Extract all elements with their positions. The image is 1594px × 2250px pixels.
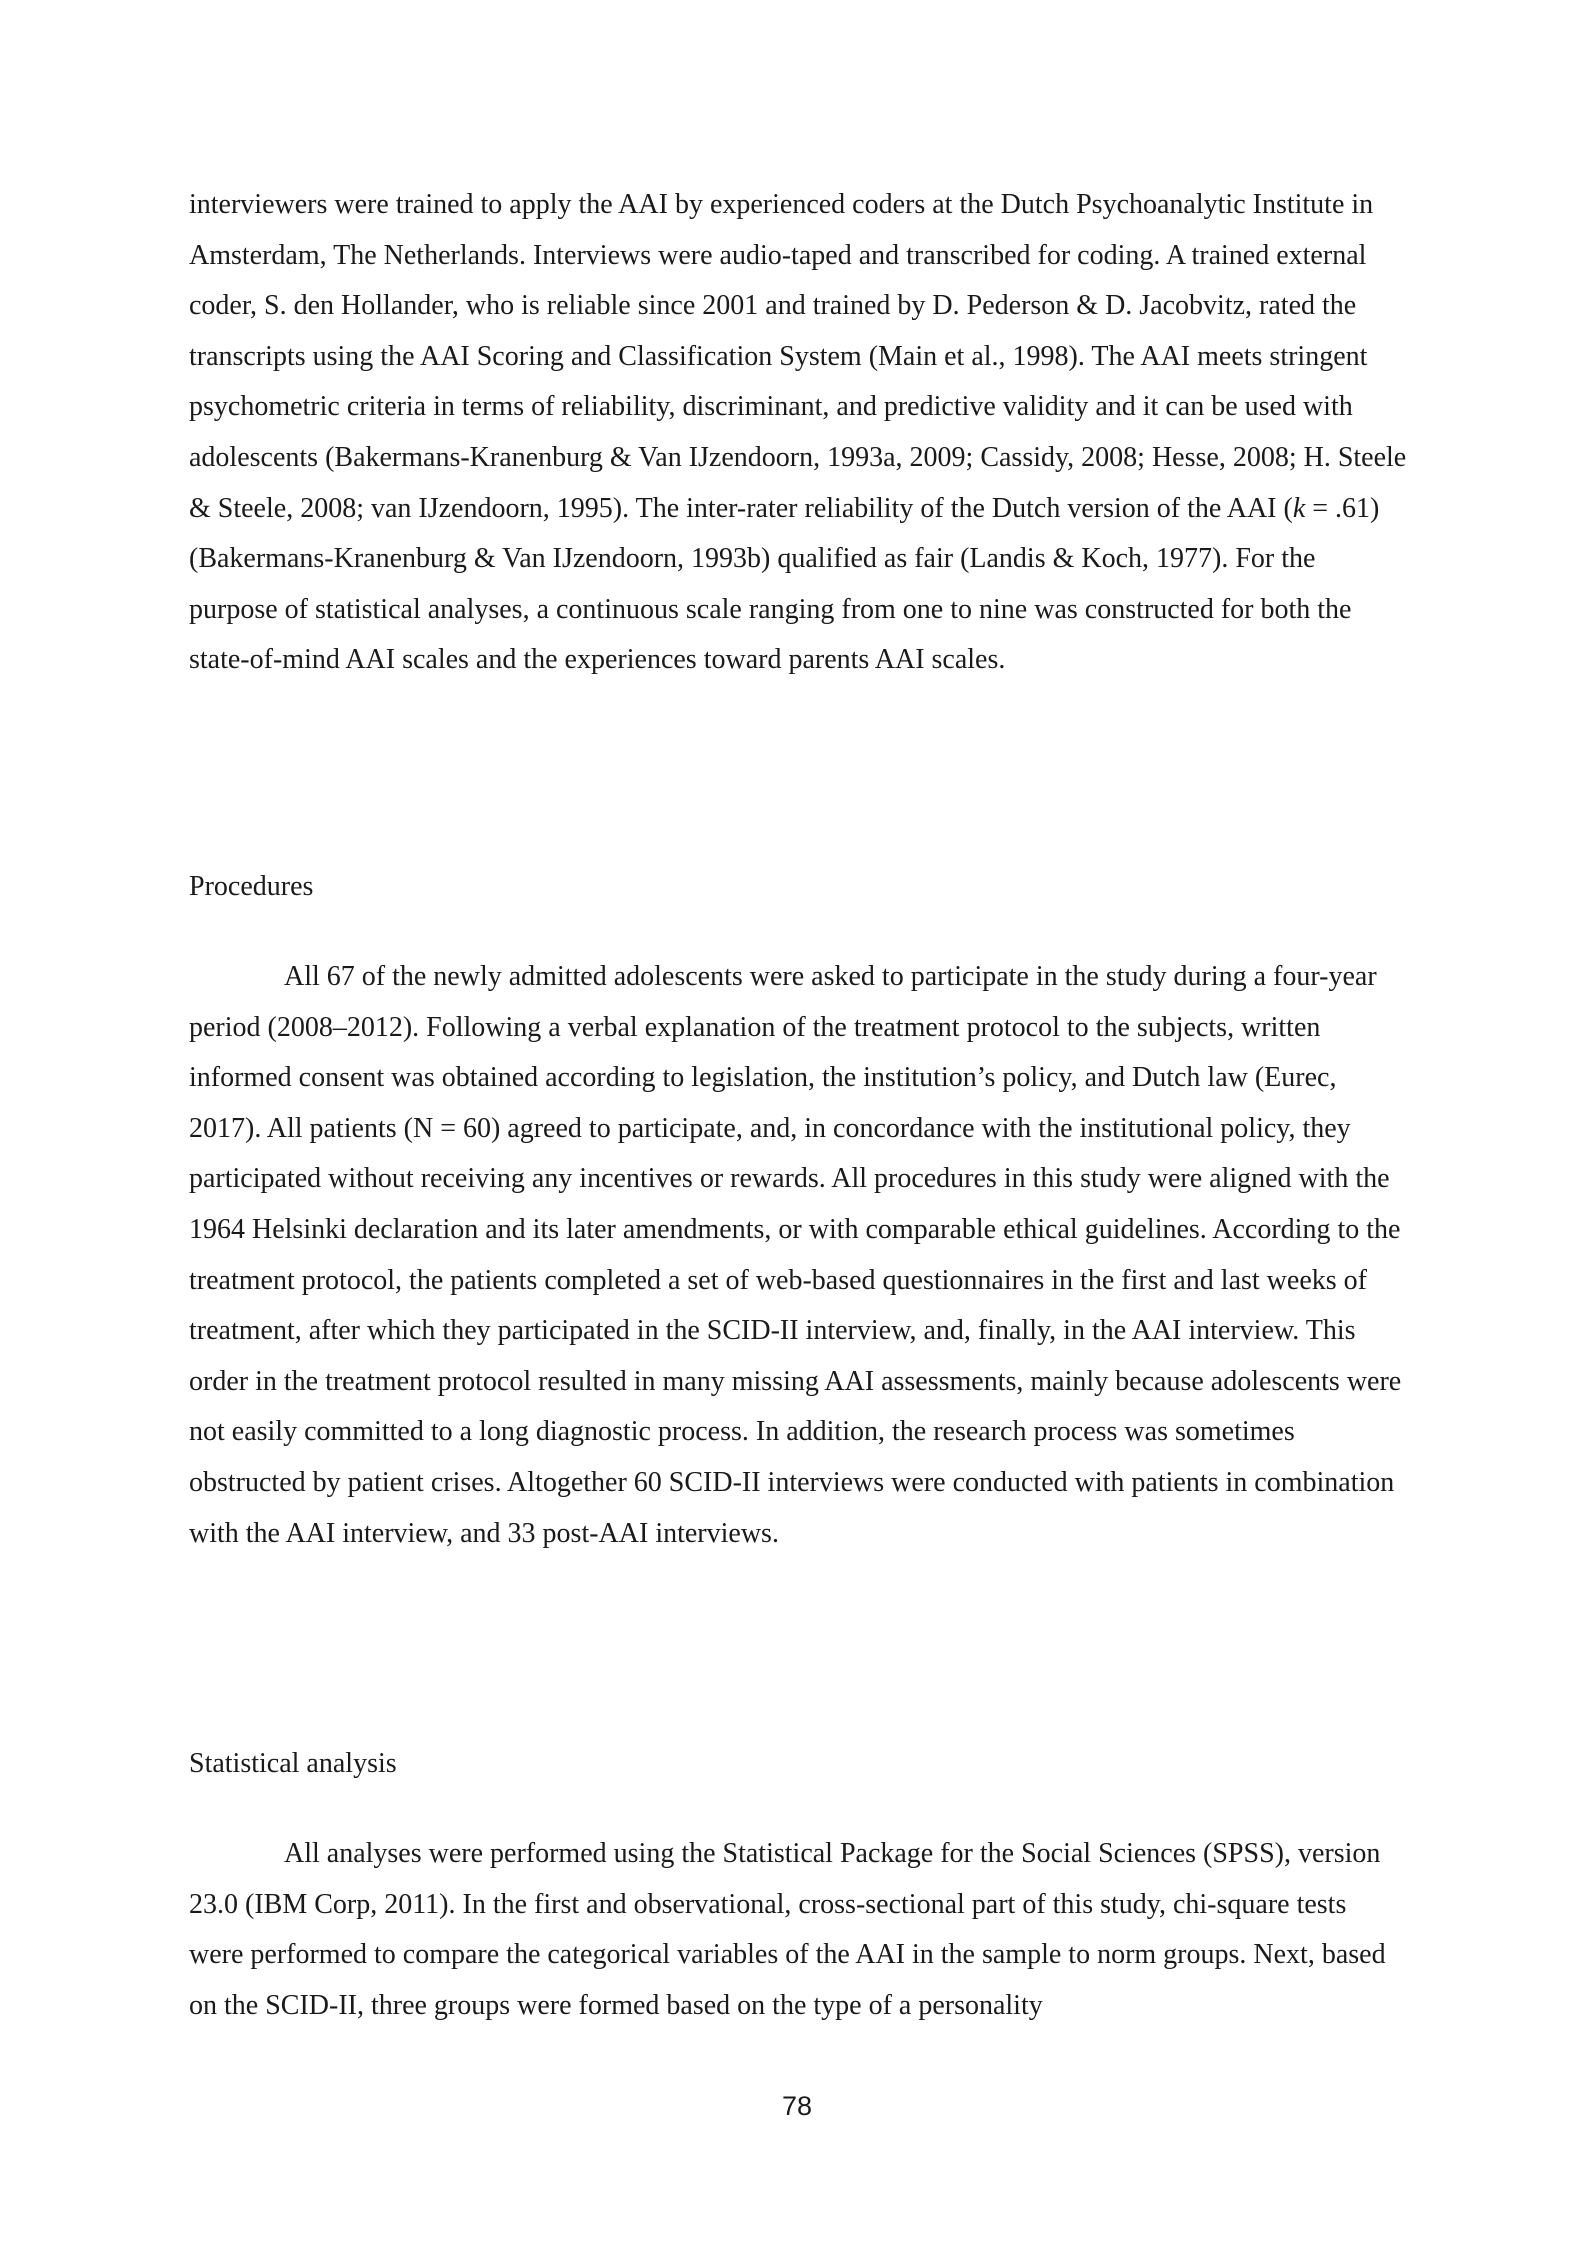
paragraph-statistical-analysis: All analyses were performed using the Statistical Package for the Social Sciences (SPSS), version 23.0 (IBM Corp, 2011). In the first and observational, cross-sectional part of this study, chi-square tests were performed to compare the categorical variables of the AAI in the sample to norm groups. Next, based on the SCID-II, three groups were formed based on the type of a personality [189,1838,1386,2021]
paragraph-aai-coding-rest: = .61) (Bakermans-Kranenburg & Van IJzendoorn, 1993b) qualified as fair (Landis & Koch, 1977). For the purpose of statistical analyses, a continuous scale ranging from one to nine was constructed for both the state-of-mind AAI scales and the experiences toward parents AAI scales. [189,492,1380,676]
kappa-symbol: k [1292,492,1306,524]
paragraph-aai-coding-text: interviewers were trained to apply the AAI by experienced coders at the Dutch Psychoanalytic Institute in Amsterdam, The Netherlands. Interviews were audio-taped and transcribed for coding. A trained external coder, S. den Hollander, who is reliable since 2001 and trained by D. Pederson & D. Jacobvitz, rated the transcripts using the AAI Scoring and Classification System (Main et al., 1998). The AAI meets stringent psychometric criteria in terms of reliability, discriminant, and predictive validity and it can be used with adolescents (Bakermans-Kranenburg & Van IJzendoorn, 1993a, 2009; Cassidy, 2008; Hesse, 2008; H. Steele & Steele, 2008; van IJzendoorn, 1995). The inter-rater reliability of the Dutch version of the AAI ( [189,189,1407,524]
section-heading-statistical-analysis: Statistical analysis [189,1748,397,1779]
page-number: 78 [781,2091,813,2121]
paragraph-aai-coding [189,180,1407,686]
paragraph-procedures: All 67 of the newly admitted adolescents were asked to participate in the study during a four-year period (2008–2012). Following a verbal explanation of the treatment protocol to the subjects, written informed consent was obtained according to legislation, the institution’s policy, and Dutch law (Eurec, 2017). All patients (N = 60) agreed to participate, and, in concordance with the institutional policy, they participated without receiving any incentives or rewards. All procedures in this study were aligned with the 1964 Helsinki declaration and its later amendments, or with comparable ethical guidelines. According to the treatment protocol, the patients completed a set of web-based questionnaires in the first and last weeks of treatment, after which they participated in the SCID-II interview, and, finally, in the AAI interview. This order in the treatment protocol resulted in many missing AAI assessments, mainly because adolescents were not easily committed to a long diagnostic process. In addition, the research process was sometimes obstructed by patient crises. Altogether 60 SCID-II interviews were conducted with patients in combination with the AAI interview, and 33 post-AAI interviews. [189,961,1402,1549]
section-heading-procedures: Procedures [189,871,314,902]
